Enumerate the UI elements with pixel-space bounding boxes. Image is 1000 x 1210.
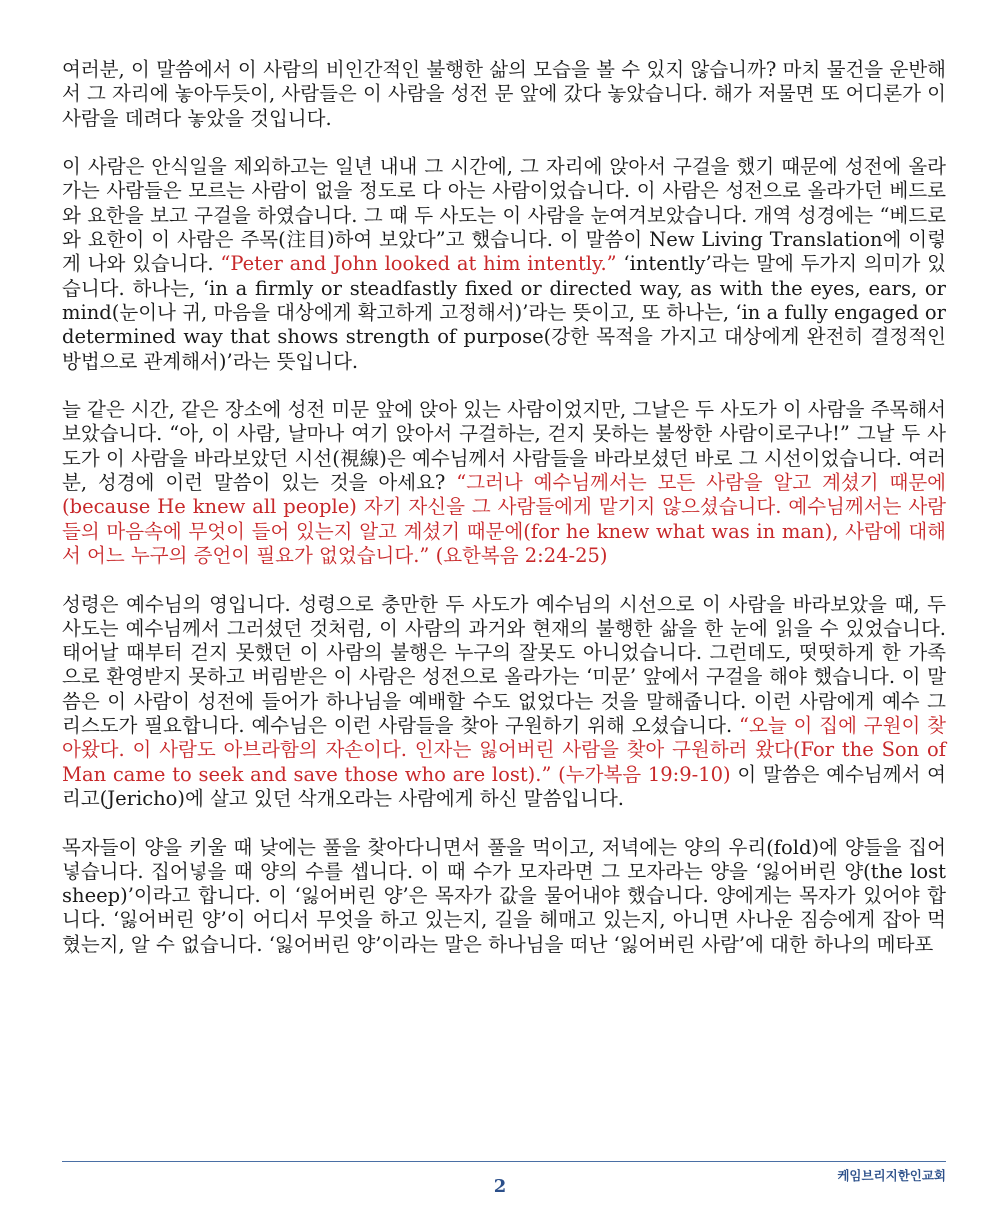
- text-segment: 이 사람은 안식일을 제외하고는 일년 내내 그 시간에, 그 자리에 앉아서 구걸을 했기 때문에 성전에 올라가는 사람들은 모르는 사람이 없을 정도로 다 아는 사람이었습니다. 이 사람은 성전으로 올라가던 베드로와 요한을 보고 구걸을 하였습니다. 그 때 두 사도는 이 사람을 눈여겨보았습니다. 개역 성경에는 “베드로와 요한이 이 사람은 주목(注目)하여 보았다”고 했습니다. 이 말씀이 New Living Translation에 이렇게 나와 있습니다.: [62, 155, 946, 276]
- scripture-quote: “오늘 이 집에 구원이 찾아왔다. 이 사람도 아브라함의 자손이다. 인자는 잃어버린 사람을 찾아 구원하러 왔다(For the Son of Man came to seek and save those who are lost).” (누가복음 19:9-10): [62, 714, 946, 786]
- page-number: 2: [493, 1176, 507, 1197]
- scripture-quote: “그러나 예수님께서는 모든 사람을 알고 계셨기 때문에(because He knew all people) 자기 자신을 그 사람들에게 맡기지 않으셨습니다. 예수님께서는 사람들의 마음속에 무엇이 들어 있는지 알고 계셨기 때문에(for he knew what was in man), 사람에 대해서 어느 누구의 증언이 필요가 없었습니다.” (요한복음 2:24-25): [62, 471, 947, 567]
- text-segment: 이 말씀은 예수님께서 여리고(Jericho)에 살고 있던 삭개오라는 사람에게 하신 말씀입니다.: [62, 762, 946, 810]
- text-segment: ‘intently’라는 말에 두가지 의미가 있습니다. 하나는, ‘in a firmly or steadfastly fixed or directed way, as with the eyes, ears, or mind(눈이나 귀, 마음을 대상에게 확고하게 고정해서)’라는 뜻이고, 또 하나는, ‘in a fully engaged or determined way that shows strength of purpose(강한 목적을 가지고 대상에게 완전히 결정적인 방법으로 관계해서)’라는 뜻입니다.: [62, 252, 946, 373]
- paragraph: [62, 836, 946, 957]
- text-segment: 여러분, 이 말씀에서 이 사람의 비인간적인 불행한 삶의 모습을 볼 수 있지 않습니까? 마치 물건을 운반해서 그 자리에 놓아두듯이, 사람들은 이 사람을 성전 문 앞에 갔다 놓았습니다. 해가 저물면 또 어디론가 이 사람을 데려다 놓았을 것입니다.: [62, 58, 946, 130]
- paragraph: [62, 593, 946, 812]
- paragraph: [62, 398, 946, 568]
- scripture-quote: “Peter and John looked at him intently.”: [220, 252, 617, 276]
- text-segment: 목자들이 양을 키울 때 낮에는 풀을 찾아다니면서 풀을 먹이고, 저녁에는 양의 우리(fold)에 양들을 집어넣습니다. 집어넣을 때 양의 수를 셉니다. 이 때 수가 모자라면 그 모자라는 양을 ‘잃어버린 양(the lost sheep)’이라고 합니다. 이 ‘잃어버린 양’은 목자가 값을 물어내야 했습니다. 양에게는 목자가 있어야 합니다. ‘잃어버린 양’이 어디서 무엇을 하고 있는지, 길을 헤매고 있는지, 아니면 사나운 짐승에게 잡아 먹혔는지, 알 수 없습니다. ‘잃어버린 양’이라는 말은 하나님을 떠난 ‘잃어버린 사람’에 대한 하나의 메타포: [62, 835, 946, 956]
- paragraph: [62, 58, 946, 131]
- footer-divider: [62, 1161, 946, 1162]
- body-text: [62, 58, 946, 981]
- paragraph: [62, 155, 946, 374]
- text-segment: 성령은 예수님의 영입니다. 성령으로 충만한 두 사도가 예수님의 시선으로 이 사람을 바라보았을 때, 두 사도는 예수님께서 그러셨던 것처럼, 이 사람의 과거와 현재의 불행한 삶을 한 눈에 읽을 수 있었습니다. 태어날 때부터 걷지 못했던 이 사람의 불행은 누구의 잘못도 아니었습니다. 그런데도, 떳떳하게 한 가족으로 환영받지 못하고 버림받은 이 사람은 성전으로 올라가는 ‘미문’ 앞에서 구걸을 해야 했습니다. 이 말씀은 이 사람이 성전에 들어가 하나님을 예배할 수도 없었다는 것을 말해줍니다. 이런 사람에게 예수 그리스도가 필요합니다. 예수님은 이런 사람들을 찾아 구원하기 위해 오셨습니다.: [62, 592, 946, 738]
- church-name: 케임브리지한인교회: [837, 1168, 946, 1183]
- text-segment: 늘 같은 시간, 같은 장소에 성전 미문 앞에 앉아 있는 사람이었지만, 그날은 두 사도가 이 사람을 주목해서 보았습니다. “아, 이 사람, 날마나 여기 앉아서 구걸하는, 걷지 못하는 불쌍한 사람이로구나!” 그날 두 사도가 이 사람을 바라보았던 시선(視線)은 예수님께서 사람들을 바라보셨던 바로 그 시선이었습니다. 여러분, 성경에 이런 말씀이 있는 것을 아세요?: [62, 398, 946, 495]
